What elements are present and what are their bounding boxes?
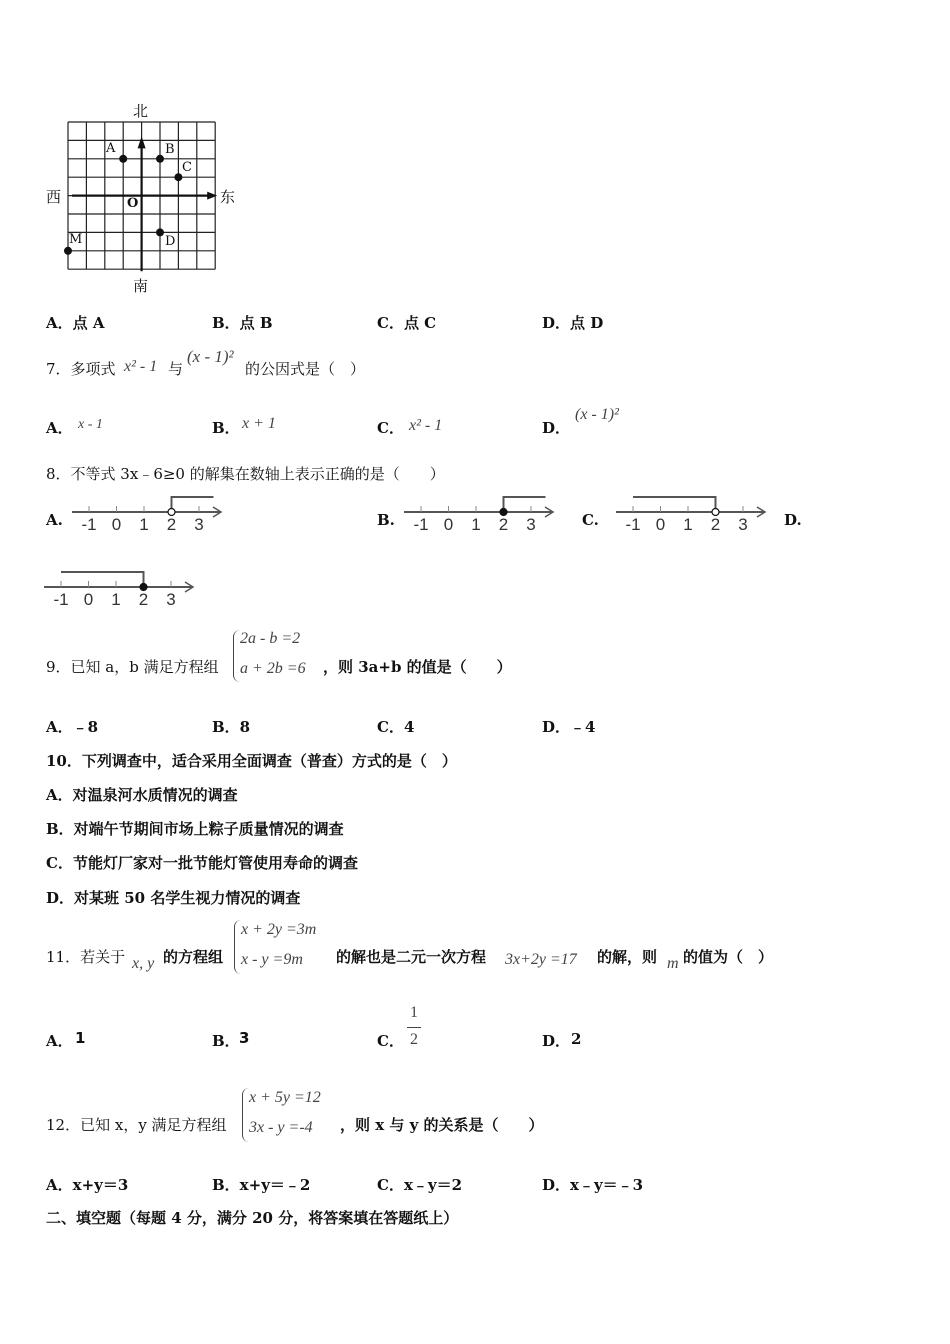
q9-eq2: a + 2b =6: [240, 660, 306, 677]
point-a: [119, 155, 127, 163]
option-c: C．节能灯厂家对一批节能灯管使用寿命的调查: [46, 854, 358, 872]
q12-eq1: x + 5y =12: [249, 1089, 321, 1106]
option-a-key: A.: [46, 511, 63, 529]
tick-label: 2: [138, 590, 149, 609]
number-line-a: [72, 492, 232, 532]
south-label: 南: [133, 277, 149, 295]
closed-point: [500, 509, 507, 516]
option-b-value: 3: [239, 1029, 250, 1047]
q7-expr2: (x - 1)²: [187, 347, 234, 366]
origin-label: O: [127, 196, 139, 211]
option-d: D．x﹣y＝﹣3: [542, 1176, 644, 1194]
tick-label: 3: [526, 515, 536, 534]
option-b-key: B．: [212, 419, 240, 437]
q9-eq1: 2a - b =2: [240, 630, 301, 647]
option-d: D．点 D: [542, 314, 604, 332]
q7-expr1: x² - 1: [124, 358, 158, 375]
tick-label: 3: [166, 590, 176, 609]
tick-label: 0: [655, 515, 666, 534]
q9-suffix: ，则 3a+b 的值是（ ）: [323, 658, 512, 676]
tick-label: 0: [83, 590, 94, 609]
point-label-d: D: [165, 234, 176, 249]
q11-mid: 的方程组: [163, 948, 224, 966]
option-b-value: x + 1: [242, 415, 276, 432]
q7-prefix: 7．多项式: [46, 360, 116, 378]
q7-suffix: 的公因式是（ ）: [245, 360, 366, 378]
option-b: B．点 B: [212, 314, 273, 332]
option-d-key: D．: [542, 1032, 571, 1050]
q10-text: 10．下列调查中，适合采用全面调查（普查）方式的是（ ）: [46, 752, 457, 770]
q12-suffix: ，则 x 与 y 的关系是（ ）: [340, 1116, 544, 1134]
tick-label: 0: [443, 515, 454, 534]
option-c: C．x﹣y＝2: [377, 1176, 463, 1194]
q11-vars: x, y: [132, 955, 155, 972]
tick-label: 1: [683, 515, 693, 534]
option-a: A．﹣8: [46, 718, 99, 736]
option-d-key: D．: [542, 419, 571, 437]
option-a: A．x+y＝3: [46, 1176, 129, 1194]
q12-eq2: 3x - y =-4: [249, 1119, 313, 1136]
tick-label: 3: [738, 515, 748, 534]
point-label-a: A: [106, 141, 116, 156]
tick-label: 2: [498, 515, 509, 534]
option-b-key: B．: [212, 1032, 240, 1050]
option-c: C．4: [377, 718, 415, 736]
solution-bracket: [172, 497, 214, 512]
tick-label: -1: [53, 590, 69, 609]
section-heading: 二、填空题（每题 4 分，满分 20 分，将答案填在答题纸上）: [46, 1209, 459, 1227]
point-d: [156, 228, 164, 236]
tick-label: 0: [111, 515, 122, 534]
coordinate-grid: [0, 0, 950, 300]
option-a: A．点 A: [46, 314, 105, 332]
option-c: C．点 C: [377, 314, 437, 332]
tick-label: 1: [111, 590, 121, 609]
tick-label: -1: [413, 515, 429, 534]
option-c-numerator: 1: [410, 1004, 418, 1021]
solution-bracket: [61, 572, 144, 587]
q11-mid3: 的解，则: [597, 948, 658, 966]
option-b: B．8: [212, 718, 251, 736]
closed-point: [140, 584, 147, 591]
tick-label: 2: [166, 515, 177, 534]
north-arrow-icon: [138, 136, 146, 148]
solution-bracket: [633, 497, 716, 512]
tick-label: -1: [625, 515, 641, 534]
option-c-denominator: 2: [410, 1031, 418, 1048]
q8-text: 8．不等式 3x﹣6≥0 的解集在数轴上表示正确的是（ ）: [46, 465, 445, 483]
east-label: 东: [220, 188, 236, 206]
point-m: [64, 247, 72, 255]
option-a-key: A．: [46, 419, 73, 437]
west-label: 西: [46, 188, 62, 206]
q11-eq2: x - y =9m: [241, 951, 303, 968]
number-line-b: [404, 492, 564, 532]
q11-prefix: 11．若关于: [46, 948, 126, 966]
option-a: A．对温泉河水质情况的调查: [46, 786, 238, 804]
option-d-value: 2: [571, 1030, 582, 1048]
tick-label: 1: [139, 515, 149, 534]
option-b-key: B.: [377, 511, 395, 529]
open-point: [712, 509, 719, 516]
tick-label: -1: [81, 515, 97, 534]
q11-eq3: 3x+2y =17: [505, 951, 577, 968]
option-c-key: C．: [377, 419, 404, 437]
solution-bracket: [504, 497, 546, 512]
option-c-key: C.: [582, 511, 599, 529]
option-d: D．﹣4: [542, 718, 596, 736]
option-b: B．对端午节期间市场上粽子质量情况的调查: [46, 820, 344, 838]
option-a-value: 1: [75, 1029, 86, 1047]
option-c-value: x² - 1: [409, 417, 443, 434]
number-line-d: [44, 567, 204, 607]
option-b: B．x+y＝﹣2: [212, 1176, 311, 1194]
tick-label: 1: [471, 515, 481, 534]
tick-label: 2: [710, 515, 721, 534]
q11-m: m: [667, 955, 679, 972]
option-a-key: A．: [46, 1032, 73, 1050]
option-d-value: (x - 1)²: [575, 406, 619, 423]
q11-suffix: 的值为（ ）: [683, 948, 774, 966]
q7-mid: 与: [168, 360, 184, 378]
point-b: [156, 155, 164, 163]
q12-prefix: 12．已知 x，y 满足方程组: [46, 1116, 227, 1134]
tick-label: 3: [194, 515, 204, 534]
option-c-key: C．: [377, 1032, 404, 1050]
q9-prefix: 9．已知 a，b 满足方程组: [46, 658, 219, 676]
number-line-c: [616, 492, 776, 532]
q11-eq1: x + 2y =3m: [241, 921, 317, 938]
option-a-value: x - 1: [78, 417, 103, 432]
open-point: [168, 509, 175, 516]
q11-mid2: 的解也是二元一次方程: [336, 948, 487, 966]
point-label-m: M: [69, 232, 83, 247]
north-label: 北: [133, 102, 149, 120]
option-d-key: D.: [784, 511, 802, 529]
option-d: D．对某班 50 名学生视力情况的调查: [46, 889, 301, 907]
point-label-c: C: [182, 160, 192, 175]
point-label-b: B: [165, 142, 175, 157]
